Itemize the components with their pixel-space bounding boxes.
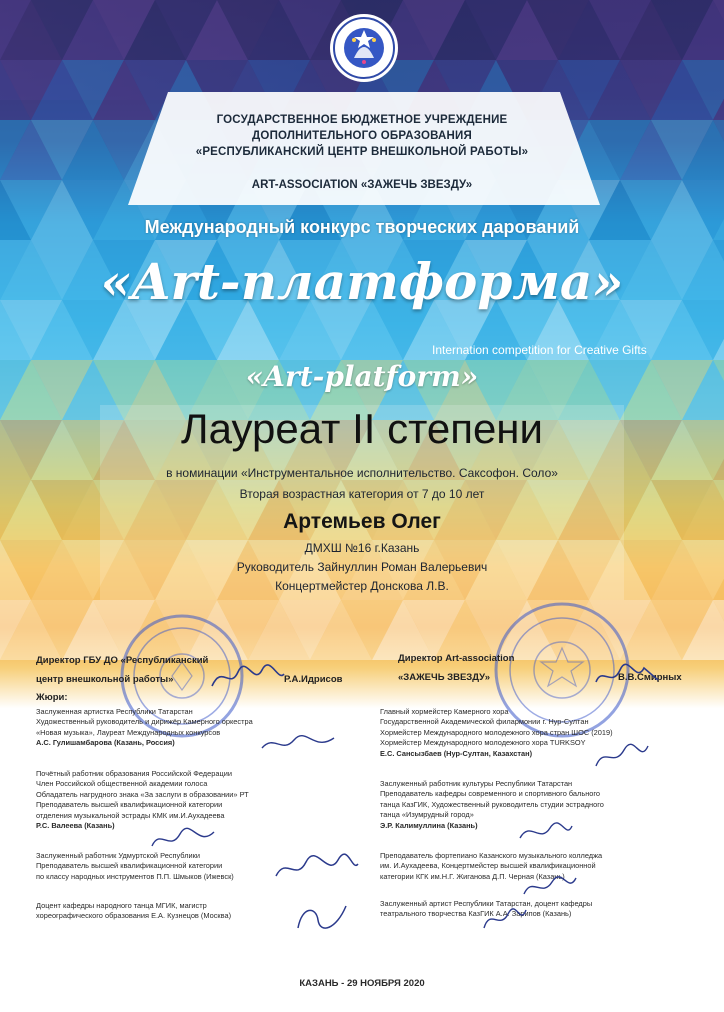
star-hands-logo-icon bbox=[332, 16, 396, 80]
jury-line: Художественный руководитель и дирижёр Камерного оркестра bbox=[36, 717, 253, 727]
jury-heading: Жюри: bbox=[36, 692, 68, 703]
jury-line: по классу народных инструментов П.П. Шмыков (Ижевск) bbox=[36, 871, 234, 881]
competition-title: «Art-платформа» bbox=[100, 252, 624, 311]
teacher: Руководитель Зайнуллин Роман Валерьевич bbox=[236, 560, 488, 574]
age-category: Вторая возрастная категория от 7 до 10 лет bbox=[239, 487, 485, 501]
jury-line: Член Российской общественной академии голоса bbox=[36, 779, 208, 789]
jury-line: Главный хормейстер Камерного хора bbox=[380, 707, 509, 716]
winner-name: Артемьев Олег bbox=[283, 510, 441, 533]
signature-smirnykh bbox=[592, 660, 662, 690]
signature-idrisov bbox=[208, 660, 288, 694]
signature-jury bbox=[272, 852, 362, 886]
jury-line: театрального творчества КазГИК А.А. Зарипов (Казань) bbox=[380, 909, 572, 919]
jury-line: А.С. Гулишамбарова (Казань, Россия) bbox=[36, 738, 175, 748]
jury-line: Государственной Академической филармонии г. Нур-Султан bbox=[380, 717, 589, 727]
jury-line: Преподаватель высшей квалификационной категории bbox=[36, 800, 223, 810]
jury-line: Заслуженная артистка Республики Татарстан bbox=[36, 707, 193, 716]
signature-jury bbox=[480, 904, 530, 934]
jury-line: Заслуженный работник культуры Республики Татарстан bbox=[380, 779, 573, 788]
left-director-block bbox=[36, 654, 356, 686]
jury-line: Преподаватель фортепиано Казанского музыкального колледжа bbox=[380, 851, 603, 860]
award-degree: Лауреат II степени bbox=[181, 405, 543, 452]
jury-line: Заслуженный работник Удмуртской Республики bbox=[36, 851, 201, 860]
left-director-title: Директор ГБУ ДО «Республиканский bbox=[36, 655, 209, 666]
competition-title-en: «Art-platform» bbox=[245, 360, 479, 393]
jury-line: отделения музыкальной эстрады КМК им.И.Аухадеева bbox=[36, 810, 225, 820]
jury-member bbox=[380, 899, 710, 920]
jury-line: Преподаватель высшей квалификационной категории bbox=[36, 861, 223, 871]
jury-line: Хормейстер Международного молодежного хора стран ШОС (2019) bbox=[380, 727, 613, 737]
jury-line: Доцент кафедры народного танца МГИК, магистр bbox=[36, 901, 207, 910]
jury-line: Преподаватель кафедры современного и спортивного бального bbox=[380, 789, 601, 799]
place-and-date: КАЗАНЬ - 29 НОЯБРЯ 2020 bbox=[299, 978, 425, 989]
signature-jury bbox=[516, 818, 576, 848]
jury-line: танца КазГИК, Художественный руководитель студии эстрадного bbox=[380, 799, 604, 809]
competition-name: Международный конкурс творческих дарований bbox=[144, 217, 580, 237]
jury-line: Почётный работник образования Российской Федерации bbox=[36, 769, 232, 778]
right-director-title-line2: «ЗАЖЕЧЬ ЗВЕЗДУ» bbox=[398, 672, 490, 683]
signature-jury bbox=[592, 740, 652, 774]
jury-line: Э.Р. Калимуллина (Казань) bbox=[380, 820, 478, 830]
accompanist: Концертмейстер Донскова Л.В. bbox=[275, 579, 449, 593]
jury-line: Хормейстер Международного молодежного хора TURKSOY bbox=[380, 738, 586, 748]
jury-line: им. И.Аухадеева, Концертмейстер высшей квалификационной bbox=[380, 861, 596, 871]
org-line: ДОПОЛНИТЕЛЬНОГО ОБРАЗОВАНИЯ bbox=[252, 130, 472, 142]
signature-jury bbox=[520, 872, 580, 902]
signature-jury bbox=[292, 900, 352, 934]
association-logo bbox=[332, 16, 396, 80]
jury-line: хореографического образования Е.А. Кузнецов (Москва) bbox=[36, 911, 232, 921]
competition-english-name: Internation competition for Creative Gifts bbox=[432, 343, 647, 357]
jury-line: Заслуженный артист Республики Татарстан, доцент кафедры bbox=[380, 899, 593, 908]
left-director-name: Р.А.Идрисов bbox=[284, 674, 343, 685]
org-line: «РЕСПУБЛИКАНСКИЙ ЦЕНТР ВНЕШКОЛЬНОЙ РАБОТЫ» bbox=[195, 146, 529, 158]
right-director-name: В.В.Смирных bbox=[618, 672, 682, 683]
nomination: в номинации «Инструментальное исполнительство. Саксофон. Соло» bbox=[166, 466, 558, 480]
right-director-title: Директор Art-association bbox=[398, 653, 515, 664]
signature-jury bbox=[258, 730, 338, 758]
jury-line: Обладатель нагрудного знака «За заслуги в образовании» РТ bbox=[36, 789, 249, 799]
association-name: ART-ASSOCIATION «ЗАЖЕЧЬ ЗВЕЗДУ» bbox=[251, 179, 473, 191]
jury-line: Е.С. Сансызбаев (Нур-Султан, Казахстан) bbox=[380, 748, 533, 758]
jury-member bbox=[380, 707, 710, 779]
jury-line: Р.С. Валеева (Казань) bbox=[36, 821, 115, 831]
org-line: ГОСУДАРСТВЕННОЕ БЮДЖЕТНОЕ УЧРЕЖДЕНИЕ bbox=[216, 114, 508, 126]
jury-line: «Новая музыка», Лауреат Международных конкурсов bbox=[36, 727, 221, 737]
signature-jury bbox=[148, 826, 218, 856]
school: ДМХШ №16 г.Казань bbox=[304, 541, 420, 555]
jury-line: танца «Изумрудный город» bbox=[380, 810, 474, 820]
jury-line: категории КГК им.Н.Г. Жиганова Д.П. Черная (Казань) bbox=[380, 871, 565, 881]
organization-name bbox=[0, 112, 724, 160]
left-director-title-line2: центр внешкольной работы» bbox=[36, 674, 174, 685]
